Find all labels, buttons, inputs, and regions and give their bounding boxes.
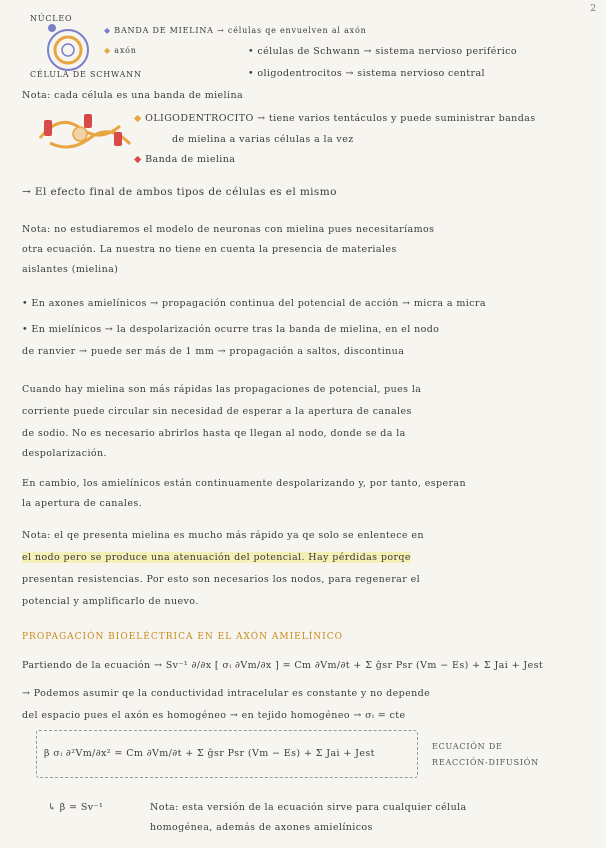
section-line: → Podemos asumir qe la conductividad intracelular es constante y no depende [22,688,431,699]
body-line: el nodo pero se produce una atenuación del potencial. Hay pérdidas porqe [22,552,411,563]
body-line: presentan resistencias. Por esto son necesarios los nodos, para regenerar el [22,574,421,585]
body-line: → El efecto final de ambos tipos de células es el mismo [22,186,337,198]
body-line: • En mielínicos → la despolarización ocurre tras la banda de mielina, en el nodo [22,324,440,335]
body-line: de sodio. No es necesario abrirlos hasta qe llegan al nodo, donde se da la [22,428,406,439]
label-celula-schwann: CÉLULA DE SCHWANN [30,70,142,79]
legend-bullet-icon: ◆ [104,46,115,55]
beta-definition: ↳ β = Sv⁻¹ [48,802,104,813]
body-line: la apertura de canales. [22,498,143,509]
body-line: potencial y amplificarlo de nuevo. [22,596,199,607]
legend-bullet-icon: ◆ [104,26,115,35]
right-list-item: • oligodentrocitos → sistema nervioso central [248,68,485,79]
section-title: PROPAGACIÓN BIOELÉCTRICA EN EL AXÓN AMIELÍNICO [22,632,343,642]
body-line: Nota: el qe presenta mielina es mucho más rápido ya qe solo se enlentece en [22,530,424,541]
body-line: • En axones amielínicos → propagación continua del potencial de acción → micra a micra [22,298,486,309]
section-line: Partiendo de la ecuación → Sv⁻¹ ∂/∂x [ σᵢ ∂Vm/∂x ] = Cm ∂Vm/∂t + Σ ĝsr Psr (Vm − Es) + Σ Jai + Jest [22,660,544,671]
oligo-item: ◆ OLIGODENTROCITO → tiene varios tentáculos y puede suministrar bandas [134,113,536,124]
body-line: Nota: no estudiaremos el modelo de neuronas con mielina pues necesitaríamos [22,224,435,235]
oligodendrocyte-icon [30,108,140,158]
equation-label: ECUACIÓN DE [432,742,503,751]
label-nucleo: NÚCLEO [30,14,73,23]
body-line: Cuando hay mielina son más rápidas las propagaciones de potencial, pues la [22,384,422,395]
legend-item-axon: ◆ axón [104,46,137,55]
oligo-item: de mielina a varias células a la vez [172,134,354,145]
body-line: En cambio, los amielínicos están continuamente despolarizando y, por tanto, esperan [22,478,467,489]
right-list-item: • células de Schwann → sistema nervioso periférico [248,46,518,57]
equation-label: REACCIÓN-DIFUSIÓN [432,758,539,767]
oligo-item: ◆ Banda de mielina [134,154,236,165]
reaction-diffusion-equation: β σᵢ ∂²Vm/∂x² = Cm ∂Vm/∂t + Σ ĝsr Psr (Vm − Es) + Σ Jai + Jest [44,748,375,759]
bullet-icon: ◆ [134,113,146,124]
page-number: 2 [590,4,596,14]
body-line: otra ecuación. La nuestra no tiene en cuenta la presencia de materiales [22,244,397,255]
body-line: de ranvier → puede ser más de 1 mm → propagación a saltos, discontinua [22,346,405,357]
legend-item-mielina: ◆ BANDA DE MIELINA → células qe envuelven al axón [104,26,367,35]
bullet-icon: ◆ [134,154,146,165]
footer-note: Nota: esta versión de la ecuación sirve para cualquier célula [150,802,467,813]
section-line: del espacio pues el axón es homogéneo → en tejido homogéneo → σᵢ = cte [22,710,406,721]
note-cell-band: Nota: cada célula es una banda de mielina [22,90,244,101]
body-line: corriente puede circular sin necesidad de esperar a la apertura de canales [22,406,412,417]
footer-note: homogénea, además de axones amielínicos [150,822,373,833]
body-line: aislantes (mielina) [22,264,119,275]
body-line: despolarización. [22,448,107,459]
